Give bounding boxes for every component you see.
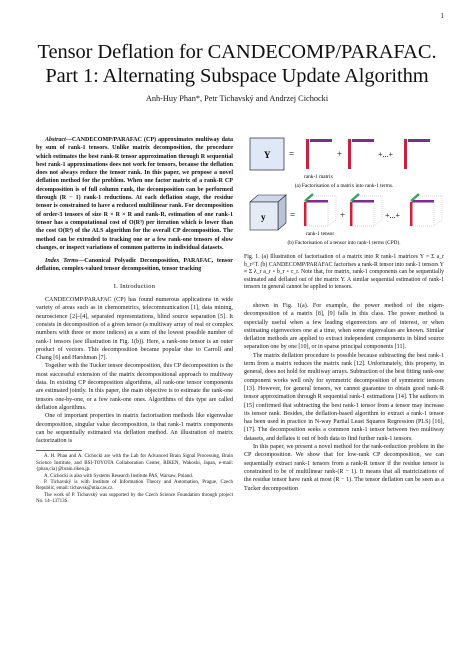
tensor-b1 — [306, 200, 328, 203]
matrix-Y-label: Y — [264, 150, 271, 160]
footnote-rule — [36, 450, 82, 451]
vector-b1 — [310, 139, 332, 142]
cube-outline-R — [410, 202, 434, 226]
matrix-factorisation — [250, 138, 430, 189]
abstract-text: —CANDECOMP/PARAFAC (CP) approximates multiway data by sum of rank-1 tensors. Unlike matrix decomposition, the procedure which estimates the best rank-R tensor approximation through R sequential best rank-1 approximations does not work for tensors, because the deflation does not always reduce the tensor rank. In this paper, we propose a novel deflation method for the problem. When one factor matrix of a rank-R CP decomposition is of full column rank, the decomposition can be performed through (R − 1) rank-1 reductions. At each deflation stage, the residue tensor is constrained to have a reduced multilinear rank. For decomposition of order-3 tensors of size R × R × R and rank-R, estimation of one rank-1 tensor has a computational cost of O(R³) per iteration which is lower than the cost O(R⁴) of the ALS algorithm for the overall CP decomposition. The method can be extended to tracking one or a few rank-one tensors of slow changes, or inspect variations of common patterns in individual datasets. — [36, 137, 233, 251]
tensor-a1 — [304, 202, 307, 226]
tensor-Y-label: y — [261, 212, 266, 222]
abstract — [36, 136, 233, 252]
caption-a: (a) Factorisation of a matrix into rank-1 terms. — [294, 183, 394, 189]
plus-a1: + — [337, 149, 343, 159]
abstract-label: Abstract — [45, 137, 66, 143]
intro-paragraph-3: One of important properties in matrix factorisation methods like eigenvalue decomposition, singular value decomposition, is that rank-1 matrix components can be sequentially estimated via deflation method. An illustration of matrix factorization is — [36, 413, 233, 445]
plus-b1: + — [340, 210, 346, 220]
left-column — [36, 136, 233, 506]
tensor-c1 — [305, 194, 313, 201]
vector-a2 — [348, 139, 351, 169]
vector-b2 — [352, 139, 374, 142]
right-paragraph-2: The matrix deflation procedure is possible because subtracting the best rank-1 term from a matrix reduces the matrix rank [12]. Unfortunately, this property, in general, does not hold for multiway arrays. Subtraction of the best fitting rank-one component works well only for symmetric decomposition of symmetric tensors [13]. However, for general tensors, we cannot guarantee to obtain good rank-R tensor approximation through R sequential rank-1 estimations [14]. The authors in [15] confirmed that subtracting the best rank-1 tensor from a tensor may increase its tensor rank. Besides, the deflation-based algorithm to extract a rank-1 tensor has been used in practice in N-way Partial Least Squares Regression (PLS) [16], [17]. The decomposition seeks a common rank-1 tensor between two multiway datasets, and deflates it out of both data to find further rank-1 tensors. — [244, 352, 444, 442]
figure-1-caption: Fig. 1. (a) Illustration of factorisation of a matrix into R rank-1 matrices Y = Σ a_r b_r^T. (b) CANDECOMP/PARAFAC factorises a rank-R tensor into rank-1 tensors Y ≈ Σ λ_r a_r ∘ b_r ∘ c_r. Note that, for matrix, rank-1 components can be sequentially estimated and deflated out of the matrix Y. A similar sequential estimation of rank-1 tensors in general cannot be applied to tensors. — [244, 254, 444, 291]
tensor-b2 — [352, 200, 374, 203]
figure-1-diagram — [244, 136, 444, 252]
right-paragraph-1: shown in Fig. 1(a). For example, the power method of the eigen-decomposition of a matrix [8], [9] falls in this class. The power method is especially useful when a few leading eigenvectors are of interest, or when estimating eigenvectors one at a time, when some eigenvalues are known. Similar deflation methods are applied to extract independent components in blind source separation one by one [10], or in sparse principal components [11]. — [244, 302, 444, 351]
tensor-c2 — [351, 194, 359, 201]
tensor-aR — [410, 202, 413, 226]
footnote-2: A. Cichocki is also with Systems Research Institute PAS, Warsaw, Poland. — [44, 473, 193, 479]
index-terms-label: Index Terms — [45, 258, 79, 265]
index-terms-text: —Canonical Polyadic Decomposition, PARAFAC, tensor deflation, complex-valued tensor decomposition, tensor tracking — [36, 258, 233, 273]
section-heading: I. Introduction — [113, 282, 156, 290]
title-line-2: Part 1: Alternating Subspace Update Algorithm — [45, 65, 429, 87]
right-column — [244, 136, 444, 493]
footnote-4: The work of P. Tichavský was supported by the Czech Science Foundation through project No. 14–13713S. — [36, 492, 233, 505]
approx-sign-b: = — [290, 210, 296, 220]
intro-paragraph-1: CANDECOMP/PARAFAC (CP) has found numerous applications in wide variety of areas such as in chemometrics, telecommunication [1], data mining, neuroscience [2]–[4], separated representations, blind source separation [5]. It consists in decomposition of a given tensor (a multiway array of real or complex numbers with three or more indices) as a sum of the lowest possible number of rank-1 tensors (see illustration in Fig. 1(b)). Here, a rank-one tensor is an outer product of vectors. This decomposition became popular due to Carroll and Chang [6] and Harshman [7]. — [36, 297, 233, 362]
figure-1 — [244, 136, 444, 252]
paper-title — [30, 40, 444, 88]
tensor-factorisation — [250, 194, 442, 246]
vector-a1 — [306, 139, 309, 169]
right-paragraph-3: In this paper, we present a novel method for the rank-reduction problem in the CP decomposition. We show that for low-rank CP decomposition, we can sequentially extract rank-1 tensors from a rank-R tensor if the residue tensor is constrained to be of multilinear rank-(R − 1). It means that all matricizations of the residue tensor have rank at most (R − 1). The tensor deflation can be seen as a Tucker decomposition — [244, 444, 444, 492]
tensor-a2 — [350, 202, 353, 226]
footnote-1: A. H. Phan and A. Cichocki are with the Lab for Advanced Brain Signal Processing, Brain Science Institute, and BSI-TOYOTA Collaboration Center, RIKEN, Wakoshi, Japan, e-mail: {phan,cia}@brain.riken.jp. — [36, 454, 233, 473]
dots-b: +...+ — [385, 211, 401, 220]
page-number: 1 — [440, 12, 444, 20]
footnote-3: P. Tichavský is with Institute of Information Theory and Automation, Prague, Czech Republic, email: tichavsk@utia.cas.cz. — [36, 480, 233, 492]
tensor-bR — [412, 200, 434, 203]
authors: Anh-Huy Phan*, Petr Tichavský and Andrzej Cichocki — [145, 94, 329, 103]
equals-sign-a: = — [289, 149, 295, 159]
caption-b: (b) Factorisation of a tensor into rank-1 terms (CPD). — [287, 240, 401, 246]
dots-a: +...+ — [378, 150, 394, 159]
cube-outline-2 — [350, 202, 374, 226]
tensor-cR — [411, 194, 419, 201]
vector-bR — [408, 139, 430, 142]
index-terms — [36, 257, 233, 274]
label-rank1-tensor: rank-1 tensor — [306, 231, 335, 237]
title-line-1: Tensor Deflation for CANDECOMP/PARAFAC. — [37, 41, 437, 63]
intro-paragraph-2: Together with the Tucker tensor decomposition, this CP decomposition is the most successful extension of the matrix decompositional approach to multiway data. In existing CP decomposition algorithms, all rank-one tensor components are estimated jointly. In this paper, the main objective is to estimate the rank-one tensors one-by-one, or a few rank-one ones. Algorithms of this type are called deflation algorithms. — [36, 363, 233, 411]
label-rank1-matrix: rank-1 matrix — [304, 174, 333, 180]
cube-outline-1 — [304, 202, 328, 226]
vector-aR — [404, 139, 407, 169]
